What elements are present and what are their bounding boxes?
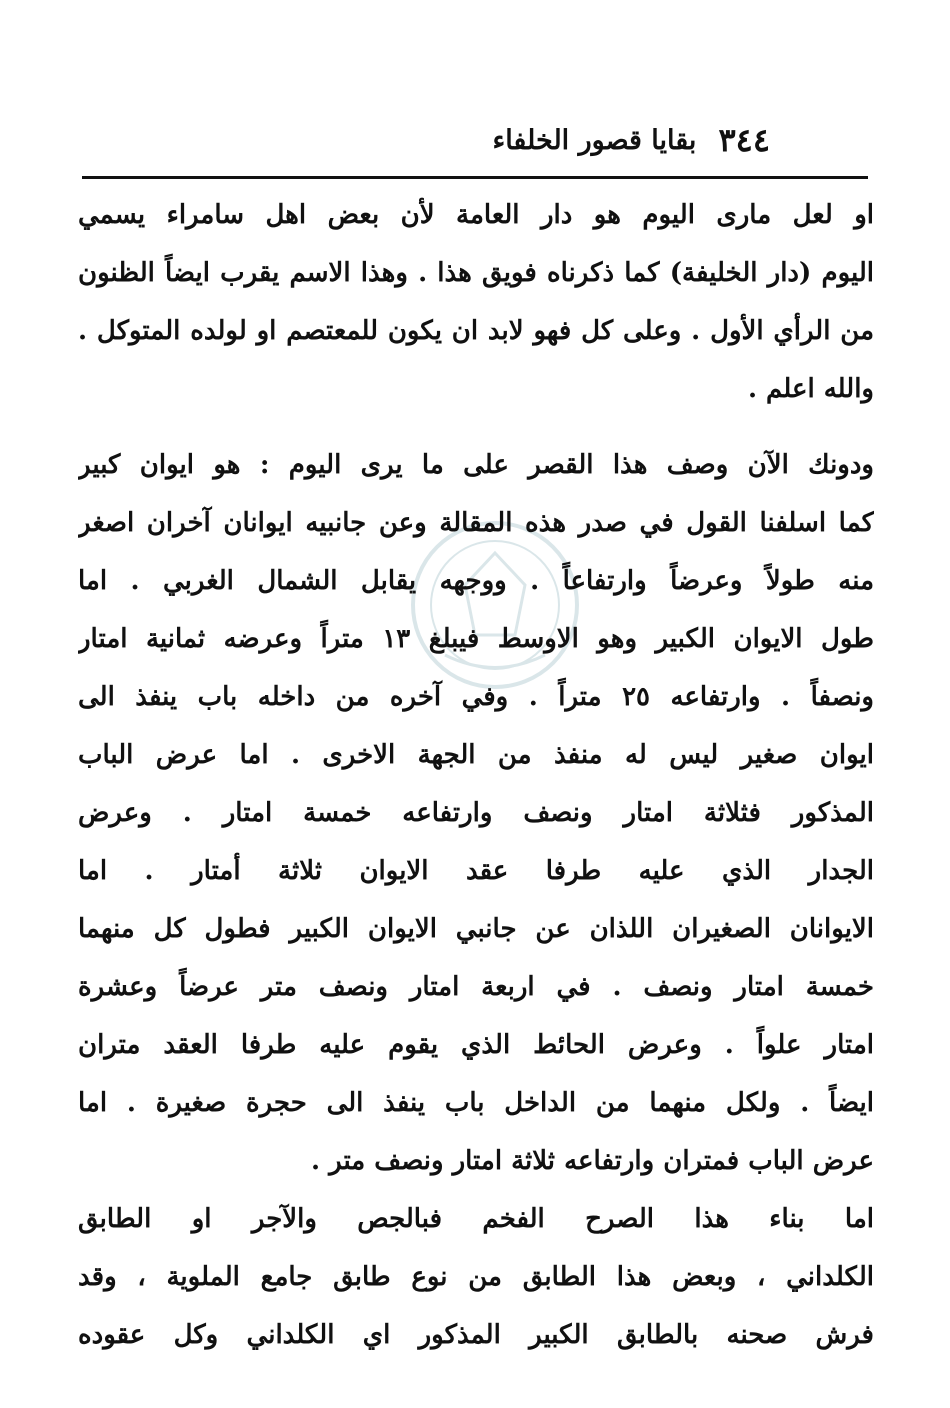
text-line: من الرأي الأول . وعلى كل فهو لابد ان يكون للمعتصم او لولده المتوكل . [78,316,874,346]
text-line: عرض الباب فمتران وارتفاعه ثلاثة امتار ونصف متر . [311,1146,874,1176]
text-line: طول الايوان الكبير وهو الاوسط فيبلغ ١٣ متراً وعرضه ثمانية امتار [78,624,874,654]
page-number: ٣٤٤ [718,121,770,159]
text-line: المذكور فثلاثة امتار ونصف وارتفاعه خمسة امتار . وعرض [78,798,874,828]
text-line: الايوانان الصغيران اللذان عن جانبي الايوان الكبير فطول كل منهما [78,914,874,944]
text-line: الكلداني ، وبعض هذا الطابق من نوع طابق جامع الملوية ، وقد [78,1262,874,1292]
text-line: خمسة امتار ونصف . في اربعة امتار ونصف متر عرضاً وعشرة [78,972,874,1002]
text-line: الجدار الذي عليه طرفا عقد الايوان ثلاثة أمتار . اما [78,856,874,886]
paragraph [78,436,874,1190]
text-line: ونصفاً . وارتفاعه ٢٥ متراً . وفي آخره من داخله باب ينفذ الى [78,682,874,712]
header-divider [82,176,868,179]
text-line: فرش صحنه بالطابق الكبير المذكور اي الكلداني وكل عقوده [78,1320,874,1350]
text-line: امتار علواً . وعرض الحائط الذي يقوم عليه طرفا العقد متران [78,1030,874,1060]
text-line: ودونك الآن وصف هذا القصر على ما يرى اليوم : هو ايوان كبير [78,450,874,480]
text-line: كما اسلفنا القول في صدر هذه المقالة وعن جانبيه ايوانان آخران اصغر [78,508,874,538]
body-text [78,186,874,1364]
text-line: اما بناء هذا الصرح الفخم فبالجص والآجر او الطابق [78,1204,874,1234]
page-header [370,118,770,162]
text-line: ايوان صغير ليس له منفذ من الجهة الاخرى . اما عرض الباب [78,740,874,770]
text-line: والله اعلم . [747,374,874,404]
paragraph [78,1190,874,1364]
running-title: بقايا قصور الخلفاء [492,124,697,156]
text-line: اليوم (دار الخليفة) كما ذكرناه فويق هذا . وهذا الاسم يقرب ايضاً الظنون [78,258,874,288]
paragraph-gap [78,418,874,436]
text-line: ايضاً . ولكل منهما من الداخل باب ينفذ الى حجرة صغيرة . اما [78,1088,874,1118]
paragraph [78,186,874,418]
text-line: او لعل ماری الیوم هو دار العامة لأن بعض اهل سامراء يسمي [78,200,874,230]
text-line: منه طولاً وعرضاً وارتفاعاً . ووجهه يقابل الشمال الغربي . اما [78,566,874,596]
